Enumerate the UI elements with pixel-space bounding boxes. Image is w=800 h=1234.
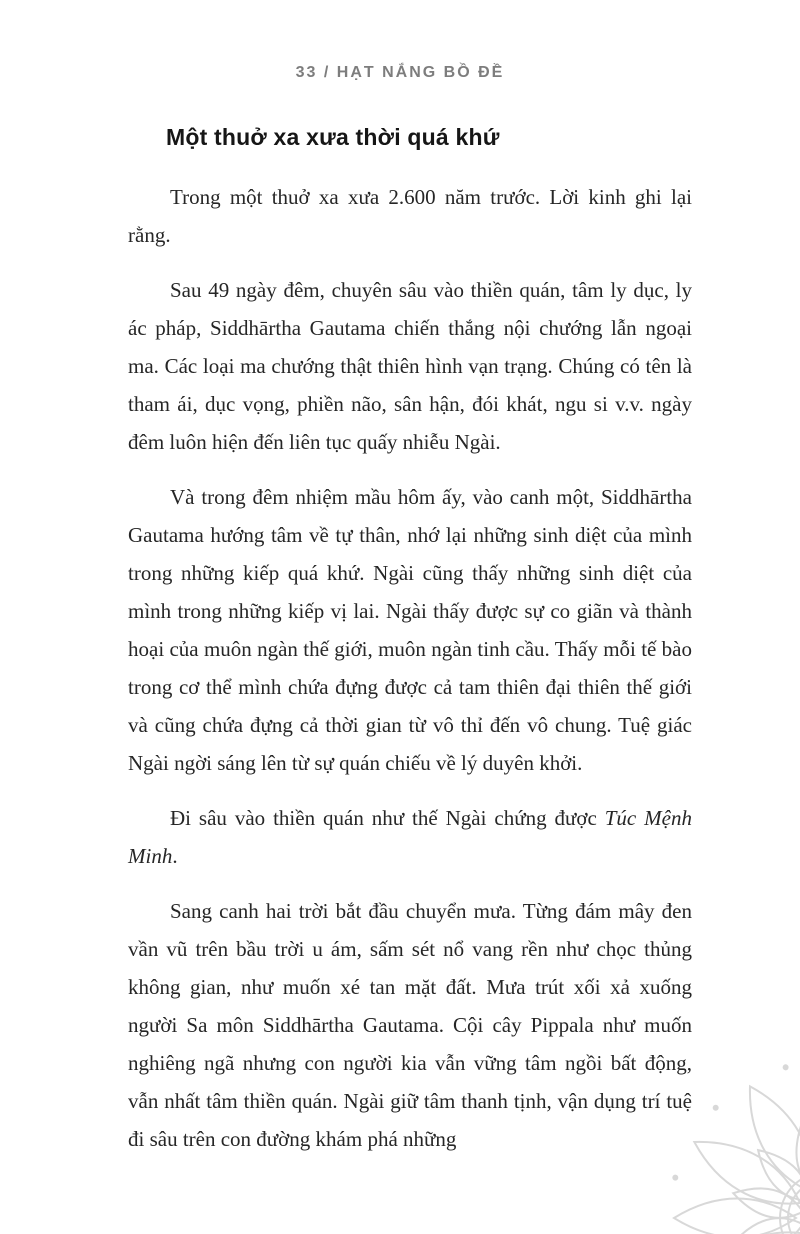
paragraph-2 xyxy=(128,271,692,461)
paragraph-1 xyxy=(128,178,692,254)
paragraph-2-text: Sau 49 ngày đêm, chuyên sâu vào thiền quán, tâm ly dục, ly ác pháp, Siddhārtha Gautama chiến thắng nội chướng lẫn ngoại ma. Các loại ma chướng thật thiên hình vạn trạng. Chúng có tên là tham ái, dục vọng, phiền não, sân hận, đói khát, ngu si v.v. ngày đêm luôn hiện đến liên tục quấy nhiễu Ngài. xyxy=(128,278,692,454)
paragraph-3 xyxy=(128,478,692,782)
page-content xyxy=(128,124,692,1175)
paragraph-4-tail: . xyxy=(172,844,178,868)
italic-term: Túc Mệnh Minh xyxy=(128,806,692,868)
chapter-title: Một thuở xa xưa thời quá khứ xyxy=(166,124,500,150)
paragraph-4-text: Đi sâu vào thiền quán như thế Ngài chứng được xyxy=(170,806,605,830)
paragraph-1-text: Trong một thuở xa xưa 2.600 năm trước. Lời kinh ghi lại rằng. xyxy=(128,185,692,247)
paragraph-3-text: Và trong đêm nhiệm mầu hôm ấy, vào canh một, Siddhārtha Gautama hướng tâm về tự thân, nhớ lại những sinh diệt của mình trong những kiếp quá khứ. Ngài cũng thấy những sinh diệt của mình trong những kiếp vị lai. Ngài thấy được sự co giãn và thành hoại của muôn ngàn thế giới, muôn ngàn tinh cầu. Thấy mỗi tế bào trong cơ thể mình chứa đựng được cả tam thiên đại thiên thế giới và cũng chứa đựng cả thời gian từ vô thỉ đến vô chung. Tuệ giác Ngài ngời sáng lên từ sự quán chiếu về lý duyên khởi. xyxy=(128,485,692,775)
paragraph-5-text: Sang canh hai trời bắt đầu chuyển mưa. Từng đám mây đen vần vũ trên bầu trời u ám, sấm sét nổ vang rền như chọc thủng không gian, như muốn xé tan mặt đất. Mưa trút xối xả xuống người Sa môn Siddhārtha Gautama. Cội cây Pippala như muốn nghiêng ngã nhưng con người kia vẫn vững tâm ngồi bất động, vẫn nhất tâm thiền quán. Ngài giữ tâm thanh tịnh, vận dụng trí tuệ đi sâu trên con đường khám phá những xyxy=(128,899,692,1151)
paragraph-5 xyxy=(128,892,692,1158)
paragraph-4 xyxy=(128,799,692,875)
running-header: 33 / HẠT NẮNG BỒ ĐỀ xyxy=(295,64,505,81)
